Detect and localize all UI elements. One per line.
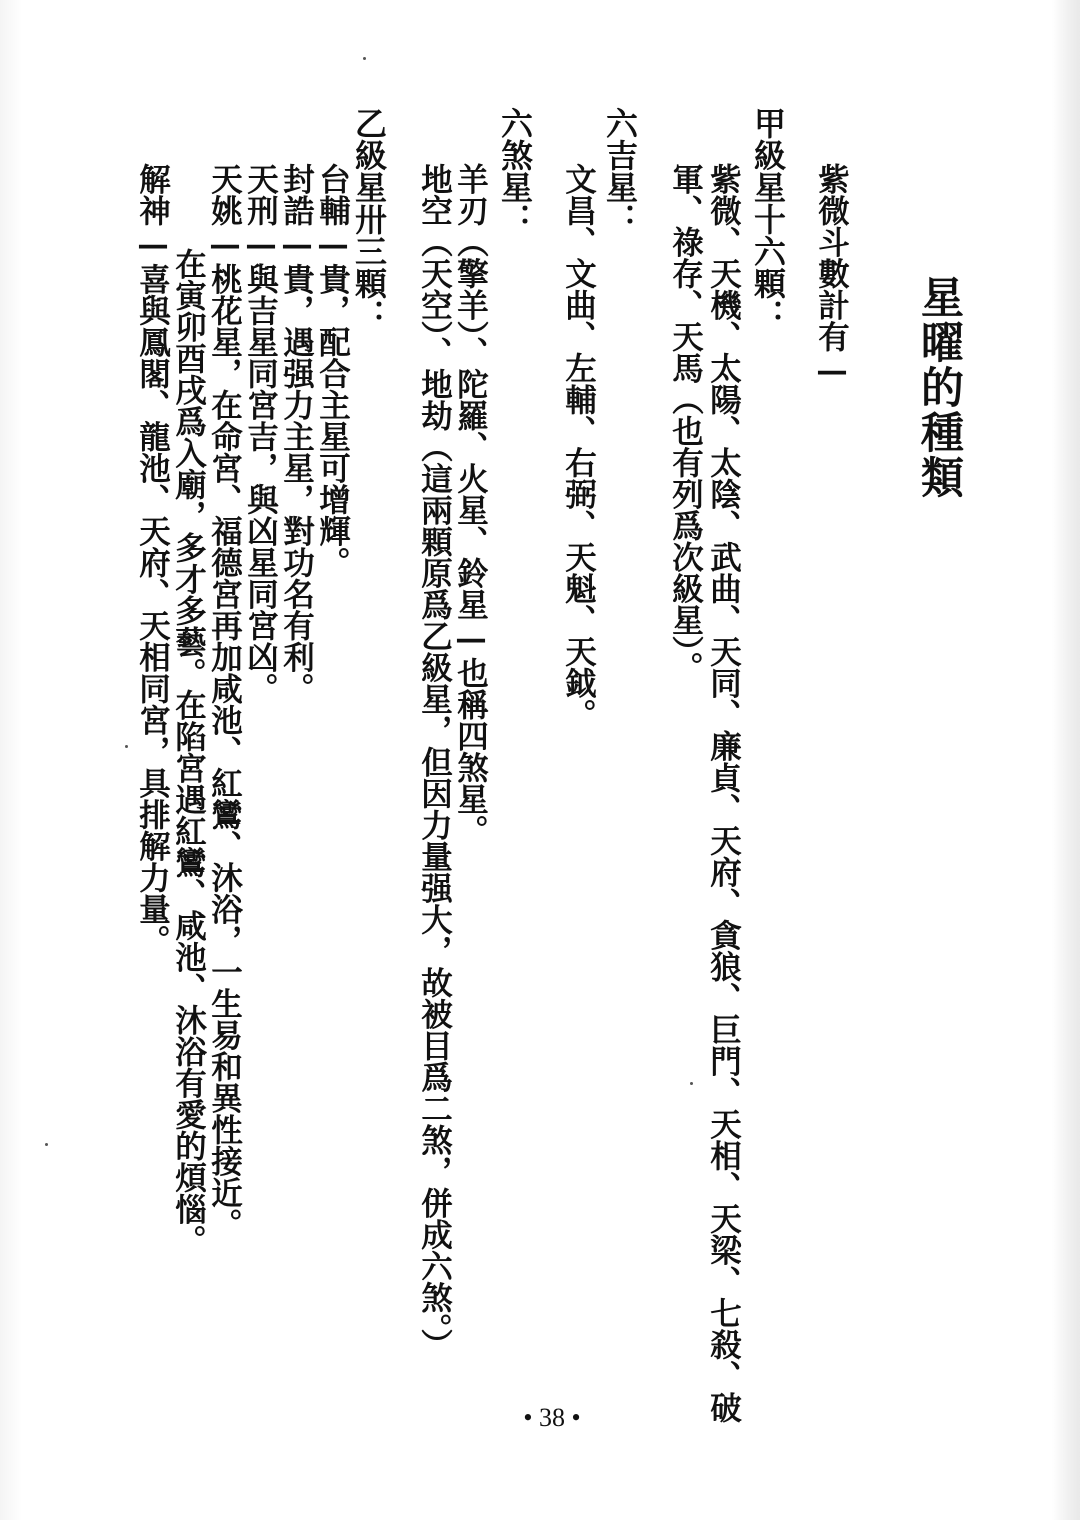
class-a-stars-line-1: 紫微、天機、太陽、太陰、武曲、天同、廉貞、天府、貪狼、巨門、天相、天梁、七殺、破	[705, 163, 743, 1423]
class-b-star-tianxing: 天刑—與吉星同宮吉，與凶星同宮凶。	[242, 163, 280, 704]
page-number-left-dot: •	[523, 1403, 539, 1432]
page-number-right-dot: •	[565, 1403, 581, 1432]
class-b-star-tianyao: 天姚—桃花星，在命宮、福德宮再加咸池、紅鸞、沐浴，一生易和異性接近。	[206, 163, 244, 1240]
section-heading-six-auspicious-stars: 六吉星：	[601, 107, 639, 235]
section-heading-class-a-stars: 甲級星十六顆：	[749, 107, 787, 331]
scan-speck	[363, 57, 366, 60]
section-heading-class-b-stars: 乙級星卅三顆：	[350, 107, 388, 331]
page-left-shadow	[0, 0, 22, 1520]
intro-line: 紫微斗數計有—	[813, 163, 851, 389]
class-b-star-taifu: 台輔—貴，配合主星可增輝。	[314, 163, 352, 578]
six-malefic-stars-line-2: 地空（天空）、地劫（這兩顆原爲乙級星，但因力量强大，故被目爲二煞，併成六煞。）	[416, 163, 454, 1360]
page-right-shadow	[1052, 0, 1080, 1520]
section-heading-six-malefic-stars: 六煞星：	[496, 107, 534, 235]
six-malefic-stars-line-1: 羊刃（擎羊）、陀羅、火星、鈴星—也稱四煞星。	[452, 163, 490, 846]
class-b-star-jieshen: 解神—喜與鳳閣、龍池、天府、天相同宮，具排解力量。	[134, 163, 172, 956]
page-number	[500, 1403, 604, 1433]
scan-speck	[125, 745, 128, 748]
page-title: 星曜的種類	[914, 275, 964, 500]
six-auspicious-stars-list: 文昌、文曲、左輔、右弼、天魁、天鉞。	[560, 163, 598, 730]
scan-speck	[45, 1143, 48, 1146]
class-a-stars-line-2: 軍、祿存、天馬（也有列爲次級星）。	[667, 163, 705, 683]
page-number-value: 38	[539, 1403, 565, 1432]
class-b-star-fenggao: 封誥—貴，遇强力主星，對功名有利。	[278, 163, 316, 704]
class-b-star-tianyao-continued: 在寅卯酉戌爲入廟，多才多藝。在陷宮遇紅鸞、咸池、沐浴有愛的煩惱。	[170, 248, 208, 1256]
scan-speck	[690, 1082, 693, 1085]
